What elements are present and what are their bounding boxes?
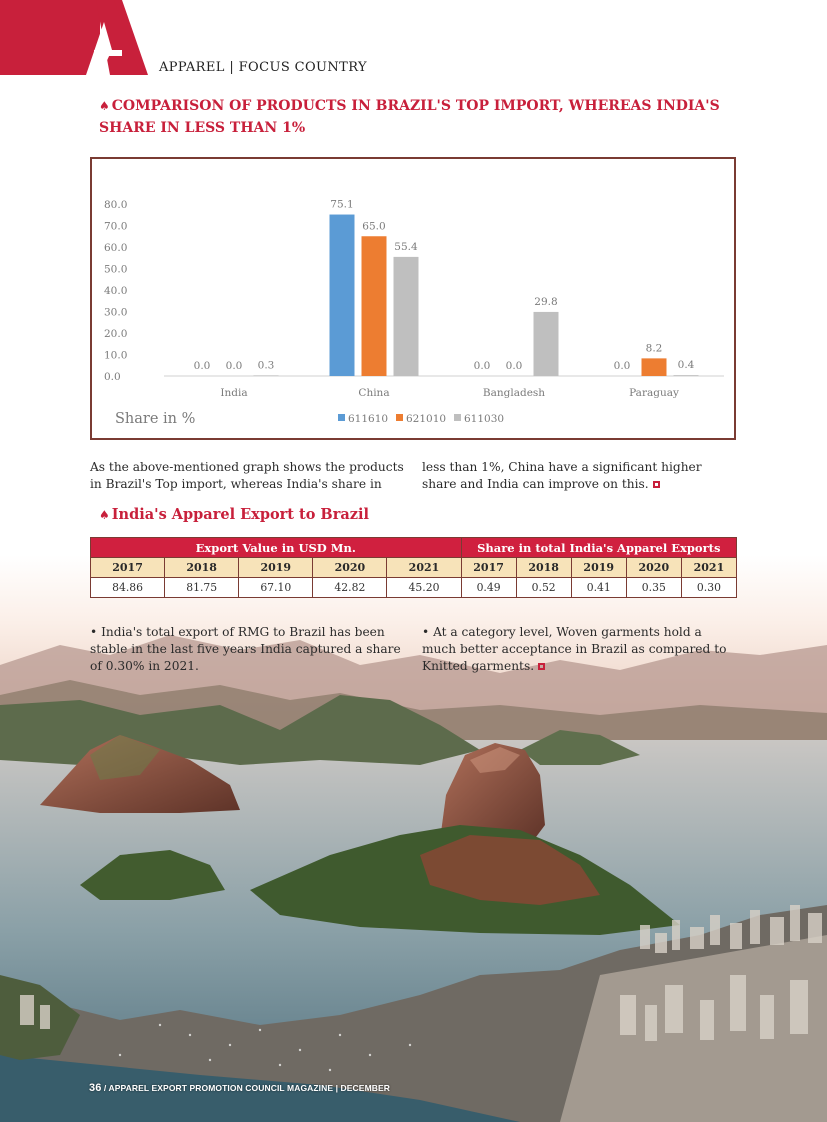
- paragraph-right: [422, 459, 732, 493]
- share-cell: 0.52: [516, 578, 571, 598]
- square-icon: [653, 481, 660, 488]
- bullet-left: • India's total export of RMG to Brazil has been stable in the last five years India captured a share of 0.30% in 2021.: [90, 625, 401, 673]
- year-cell: 2021: [681, 558, 736, 578]
- bar-621010-paraguay: [642, 358, 667, 376]
- value-cell: 45.20: [387, 578, 461, 598]
- data-label: 0.0: [193, 360, 211, 372]
- share-cell: 0.35: [626, 578, 681, 598]
- value-cell: 84.86: [91, 578, 165, 598]
- year-cell: 2020: [313, 558, 387, 578]
- year-cell: 2018: [516, 558, 571, 578]
- data-label: 75.1: [330, 198, 354, 211]
- data-label: 0.4: [677, 359, 695, 372]
- legend-label: 611030: [464, 413, 505, 425]
- table-heading: [99, 506, 369, 523]
- magazine-logo: [0, 0, 155, 75]
- y-tick-label: 40.0: [104, 285, 128, 297]
- bar-611030-paraguay: [674, 375, 699, 376]
- chart-heading-text: COMPARISON OF PRODUCTS IN BRAZIL'S TOP IMPORT, WHEREAS INDIA'S SHARE IN LESS THAN 1%: [99, 98, 720, 136]
- year-cell: 2018: [165, 558, 239, 578]
- share-cell: 0.41: [571, 578, 626, 598]
- legend-swatch-611030: [454, 414, 461, 421]
- y-tick-label: 80.0: [104, 199, 128, 211]
- x-tick-label: Bangladesh: [482, 387, 546, 399]
- section-title: APPAREL | FOCUS COUNTRY: [159, 60, 368, 75]
- bullet-right: [422, 624, 732, 675]
- data-label: 29.8: [534, 295, 558, 308]
- bar-611030-china: [394, 257, 419, 376]
- bar-611030-bangladesh: [534, 312, 559, 376]
- chart-title: Share in %: [115, 411, 196, 427]
- x-tick-label: Paraguay: [629, 387, 679, 399]
- bar-611610-china: [330, 215, 355, 376]
- x-tick-label: India: [220, 387, 248, 399]
- data-label: 0.3: [257, 359, 275, 372]
- table-heading-text: India's Apparel Export to Brazil: [111, 506, 369, 523]
- year-cell: 2017: [91, 558, 165, 578]
- legend-swatch-621010: [396, 414, 403, 421]
- share-cell: 0.49: [461, 578, 516, 598]
- data-label: 0.0: [505, 360, 523, 372]
- y-tick-label: 50.0: [104, 263, 128, 276]
- bullet-right-text: • At a category level, Woven garments hold a much better acceptance in Brazil as compared to Knitted garments.: [422, 625, 727, 673]
- square-icon: [538, 663, 545, 670]
- bar-611030-india: [254, 375, 279, 376]
- share-cell: 0.30: [681, 578, 736, 598]
- year-cell: 2021: [387, 558, 461, 578]
- table-row: [91, 578, 737, 598]
- legend-label: 621010: [406, 413, 447, 425]
- export-value-header: Export Value in USD Mn.: [91, 538, 462, 558]
- page-footer: [89, 1082, 390, 1094]
- share-header: Share in total India's Apparel Exports: [461, 538, 736, 558]
- spade-icon: ♠: [99, 508, 110, 522]
- x-tick-label: China: [358, 387, 390, 399]
- footer-text: / APPAREL EXPORT PROMOTION COUNCIL MAGAZINE | DECEMBER: [103, 1083, 390, 1093]
- data-label: 55.4: [394, 240, 418, 253]
- y-tick-label: 20.0: [104, 328, 128, 340]
- paragraph-left: As the above-mentioned graph shows the products in Brazil's Top import, whereas India's share in: [90, 460, 404, 491]
- value-cell: 42.82: [313, 578, 387, 598]
- spade-icon: ♠: [99, 99, 110, 113]
- year-cell: 2017: [461, 558, 516, 578]
- year-cell: 2020: [626, 558, 681, 578]
- data-label: 0.0: [225, 360, 243, 372]
- bar-621010-china: [362, 236, 387, 376]
- y-tick-label: 10.0: [104, 349, 128, 362]
- table-year-row: [91, 558, 737, 578]
- y-tick-label: 0.0: [104, 371, 121, 383]
- data-label: 8.2: [645, 342, 663, 355]
- year-cell: 2019: [571, 558, 626, 578]
- data-label: 0.0: [613, 360, 631, 372]
- legend-swatch-611610: [338, 414, 345, 421]
- export-table: [90, 537, 737, 598]
- year-cell: 2019: [239, 558, 313, 578]
- page-number: 36: [89, 1082, 102, 1094]
- value-cell: 67.10: [239, 578, 313, 598]
- value-cell: 81.75: [165, 578, 239, 598]
- paragraph-right-text: less than 1%, China have a significant higher share and India can improve on this.: [422, 460, 702, 491]
- data-label: 65.0: [362, 220, 386, 233]
- chart-heading: [99, 95, 739, 139]
- data-label: 0.0: [473, 360, 491, 372]
- y-tick-label: 60.0: [104, 242, 128, 254]
- bar-chart: [90, 157, 736, 440]
- y-tick-label: 30.0: [104, 306, 128, 319]
- bar-chart-canvas: [92, 159, 734, 438]
- table-group-header-row: [91, 538, 737, 558]
- legend-label: 611610: [348, 413, 389, 425]
- y-tick-label: 70.0: [104, 220, 128, 233]
